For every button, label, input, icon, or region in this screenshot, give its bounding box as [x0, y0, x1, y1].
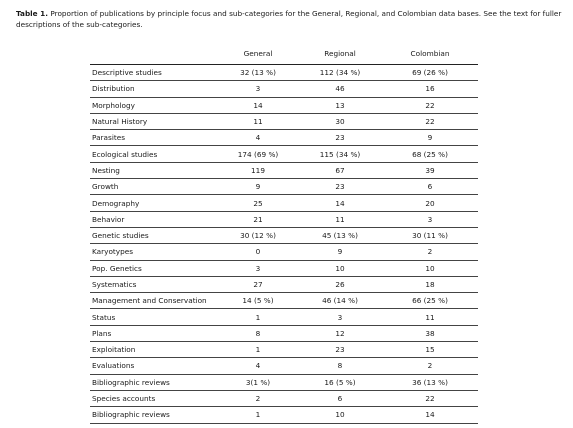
table-row — [90, 342, 478, 358]
value-cell: 4 — [218, 130, 298, 146]
value-cell: 46 (14 %) — [298, 293, 382, 309]
value-cell: 10 — [298, 407, 382, 423]
table-row — [90, 227, 478, 243]
value-cell: 13 — [298, 97, 382, 113]
value-cell: 11 — [218, 113, 298, 129]
row-label-cell: Bibliographic reviews — [90, 407, 218, 423]
table-row — [90, 179, 478, 195]
value-cell: 21 — [218, 211, 298, 227]
value-cell: 16 (5 %) — [298, 374, 382, 390]
value-cell: 3 — [382, 211, 478, 227]
value-cell: 25 — [218, 195, 298, 211]
table-row — [90, 65, 478, 81]
value-cell: 11 — [298, 211, 382, 227]
value-cell: 16 — [382, 81, 478, 97]
value-cell: 26 — [298, 276, 382, 292]
value-cell: 18 — [382, 276, 478, 292]
header-cell-colombian: Colombian — [382, 43, 478, 65]
value-cell: 14 — [382, 407, 478, 423]
row-label-cell: Species accounts — [90, 390, 218, 406]
value-cell: 6 — [298, 390, 382, 406]
value-cell: 15 — [382, 342, 478, 358]
value-cell: 32 (13 %) — [218, 65, 298, 81]
value-cell: 67 — [298, 162, 382, 178]
row-label-cell: Bibliographic reviews — [90, 374, 218, 390]
value-cell: 27 — [218, 276, 298, 292]
value-cell: 8 — [218, 325, 298, 341]
value-cell: 30 (12 %) — [218, 227, 298, 243]
value-cell: 8 — [298, 358, 382, 374]
row-label-cell: Pop. Genetics — [90, 260, 218, 276]
value-cell: 9 — [298, 244, 382, 260]
table-body — [90, 65, 478, 424]
value-cell: 22 — [382, 113, 478, 129]
row-label-cell: Parasites — [90, 130, 218, 146]
table-row — [90, 358, 478, 374]
value-cell: 2 — [382, 358, 478, 374]
value-cell: 119 — [218, 162, 298, 178]
value-cell: 14 — [218, 97, 298, 113]
row-label-cell: Growth — [90, 179, 218, 195]
value-cell: 9 — [382, 130, 478, 146]
value-cell: 12 — [298, 325, 382, 341]
row-label-cell: Karyotypes — [90, 244, 218, 260]
header-row — [90, 43, 478, 65]
value-cell: 9 — [218, 179, 298, 195]
value-cell: 22 — [382, 390, 478, 406]
header-cell-label — [90, 43, 218, 65]
value-cell: 68 (25 %) — [382, 146, 478, 162]
row-label-cell: Demography — [90, 195, 218, 211]
table-row — [90, 244, 478, 260]
value-cell: 10 — [298, 260, 382, 276]
value-cell: 23 — [298, 130, 382, 146]
caption-text: Proportion of publications by principle focus and sub-categories for the General, Regional, and Colombian data bases. See the text for fuller descriptions of the sub-categories. — [16, 9, 562, 29]
table-row — [90, 260, 478, 276]
value-cell: 2 — [382, 244, 478, 260]
table-row — [90, 97, 478, 113]
table-row — [90, 130, 478, 146]
value-cell: 3 — [298, 309, 382, 325]
value-cell: 0 — [218, 244, 298, 260]
value-cell: 14 (5 %) — [218, 293, 298, 309]
value-cell: 115 (34 %) — [298, 146, 382, 162]
value-cell: 3(1 %) — [218, 374, 298, 390]
table-row — [90, 309, 478, 325]
table-row — [90, 276, 478, 292]
row-label-cell: Systematics — [90, 276, 218, 292]
value-cell: 6 — [382, 179, 478, 195]
table-row — [90, 81, 478, 97]
row-label-cell: Natural History — [90, 113, 218, 129]
row-label-cell: Exploitation — [90, 342, 218, 358]
row-label-cell: Evaluations — [90, 358, 218, 374]
table-row — [90, 293, 478, 309]
value-cell: 10 — [382, 260, 478, 276]
value-cell: 23 — [298, 179, 382, 195]
row-label-cell: Descriptive studies — [90, 65, 218, 81]
value-cell: 45 (13 %) — [298, 227, 382, 243]
row-label-cell: Genetic studies — [90, 227, 218, 243]
value-cell: 1 — [218, 309, 298, 325]
row-label-cell: Ecological studies — [90, 146, 218, 162]
value-cell: 30 (11 %) — [382, 227, 478, 243]
value-cell: 14 — [298, 195, 382, 211]
publications-table — [90, 43, 478, 424]
value-cell: 4 — [218, 358, 298, 374]
value-cell: 69 (26 %) — [382, 65, 478, 81]
value-cell: 20 — [382, 195, 478, 211]
header-cell-general: General — [218, 43, 298, 65]
row-label-cell: Nesting — [90, 162, 218, 178]
value-cell: 1 — [218, 407, 298, 423]
table-row — [90, 325, 478, 341]
table-row — [90, 390, 478, 406]
value-cell: 36 (13 %) — [382, 374, 478, 390]
row-label-cell: Distribution — [90, 81, 218, 97]
value-cell: 66 (25 %) — [382, 293, 478, 309]
table-row — [90, 374, 478, 390]
value-cell: 112 (34 %) — [298, 65, 382, 81]
row-label-cell: Behavior — [90, 211, 218, 227]
table-caption — [16, 9, 564, 30]
table-row — [90, 113, 478, 129]
table-row — [90, 195, 478, 211]
value-cell: 11 — [382, 309, 478, 325]
row-label-cell: Status — [90, 309, 218, 325]
table-row — [90, 146, 478, 162]
value-cell: 2 — [218, 390, 298, 406]
value-cell: 1 — [218, 342, 298, 358]
table-row — [90, 407, 478, 423]
value-cell: 3 — [218, 81, 298, 97]
value-cell: 46 — [298, 81, 382, 97]
row-label-cell: Morphology — [90, 97, 218, 113]
value-cell: 22 — [382, 97, 478, 113]
value-cell: 3 — [218, 260, 298, 276]
value-cell: 38 — [382, 325, 478, 341]
header-cell-regional: Regional — [298, 43, 382, 65]
row-label-cell: Plans — [90, 325, 218, 341]
value-cell: 174 (69 %) — [218, 146, 298, 162]
caption-label: Table 1. — [16, 9, 49, 18]
table-row — [90, 211, 478, 227]
value-cell: 23 — [298, 342, 382, 358]
value-cell: 39 — [382, 162, 478, 178]
table-row — [90, 162, 478, 178]
value-cell: 30 — [298, 113, 382, 129]
row-label-cell: Management and Conservation — [90, 293, 218, 309]
